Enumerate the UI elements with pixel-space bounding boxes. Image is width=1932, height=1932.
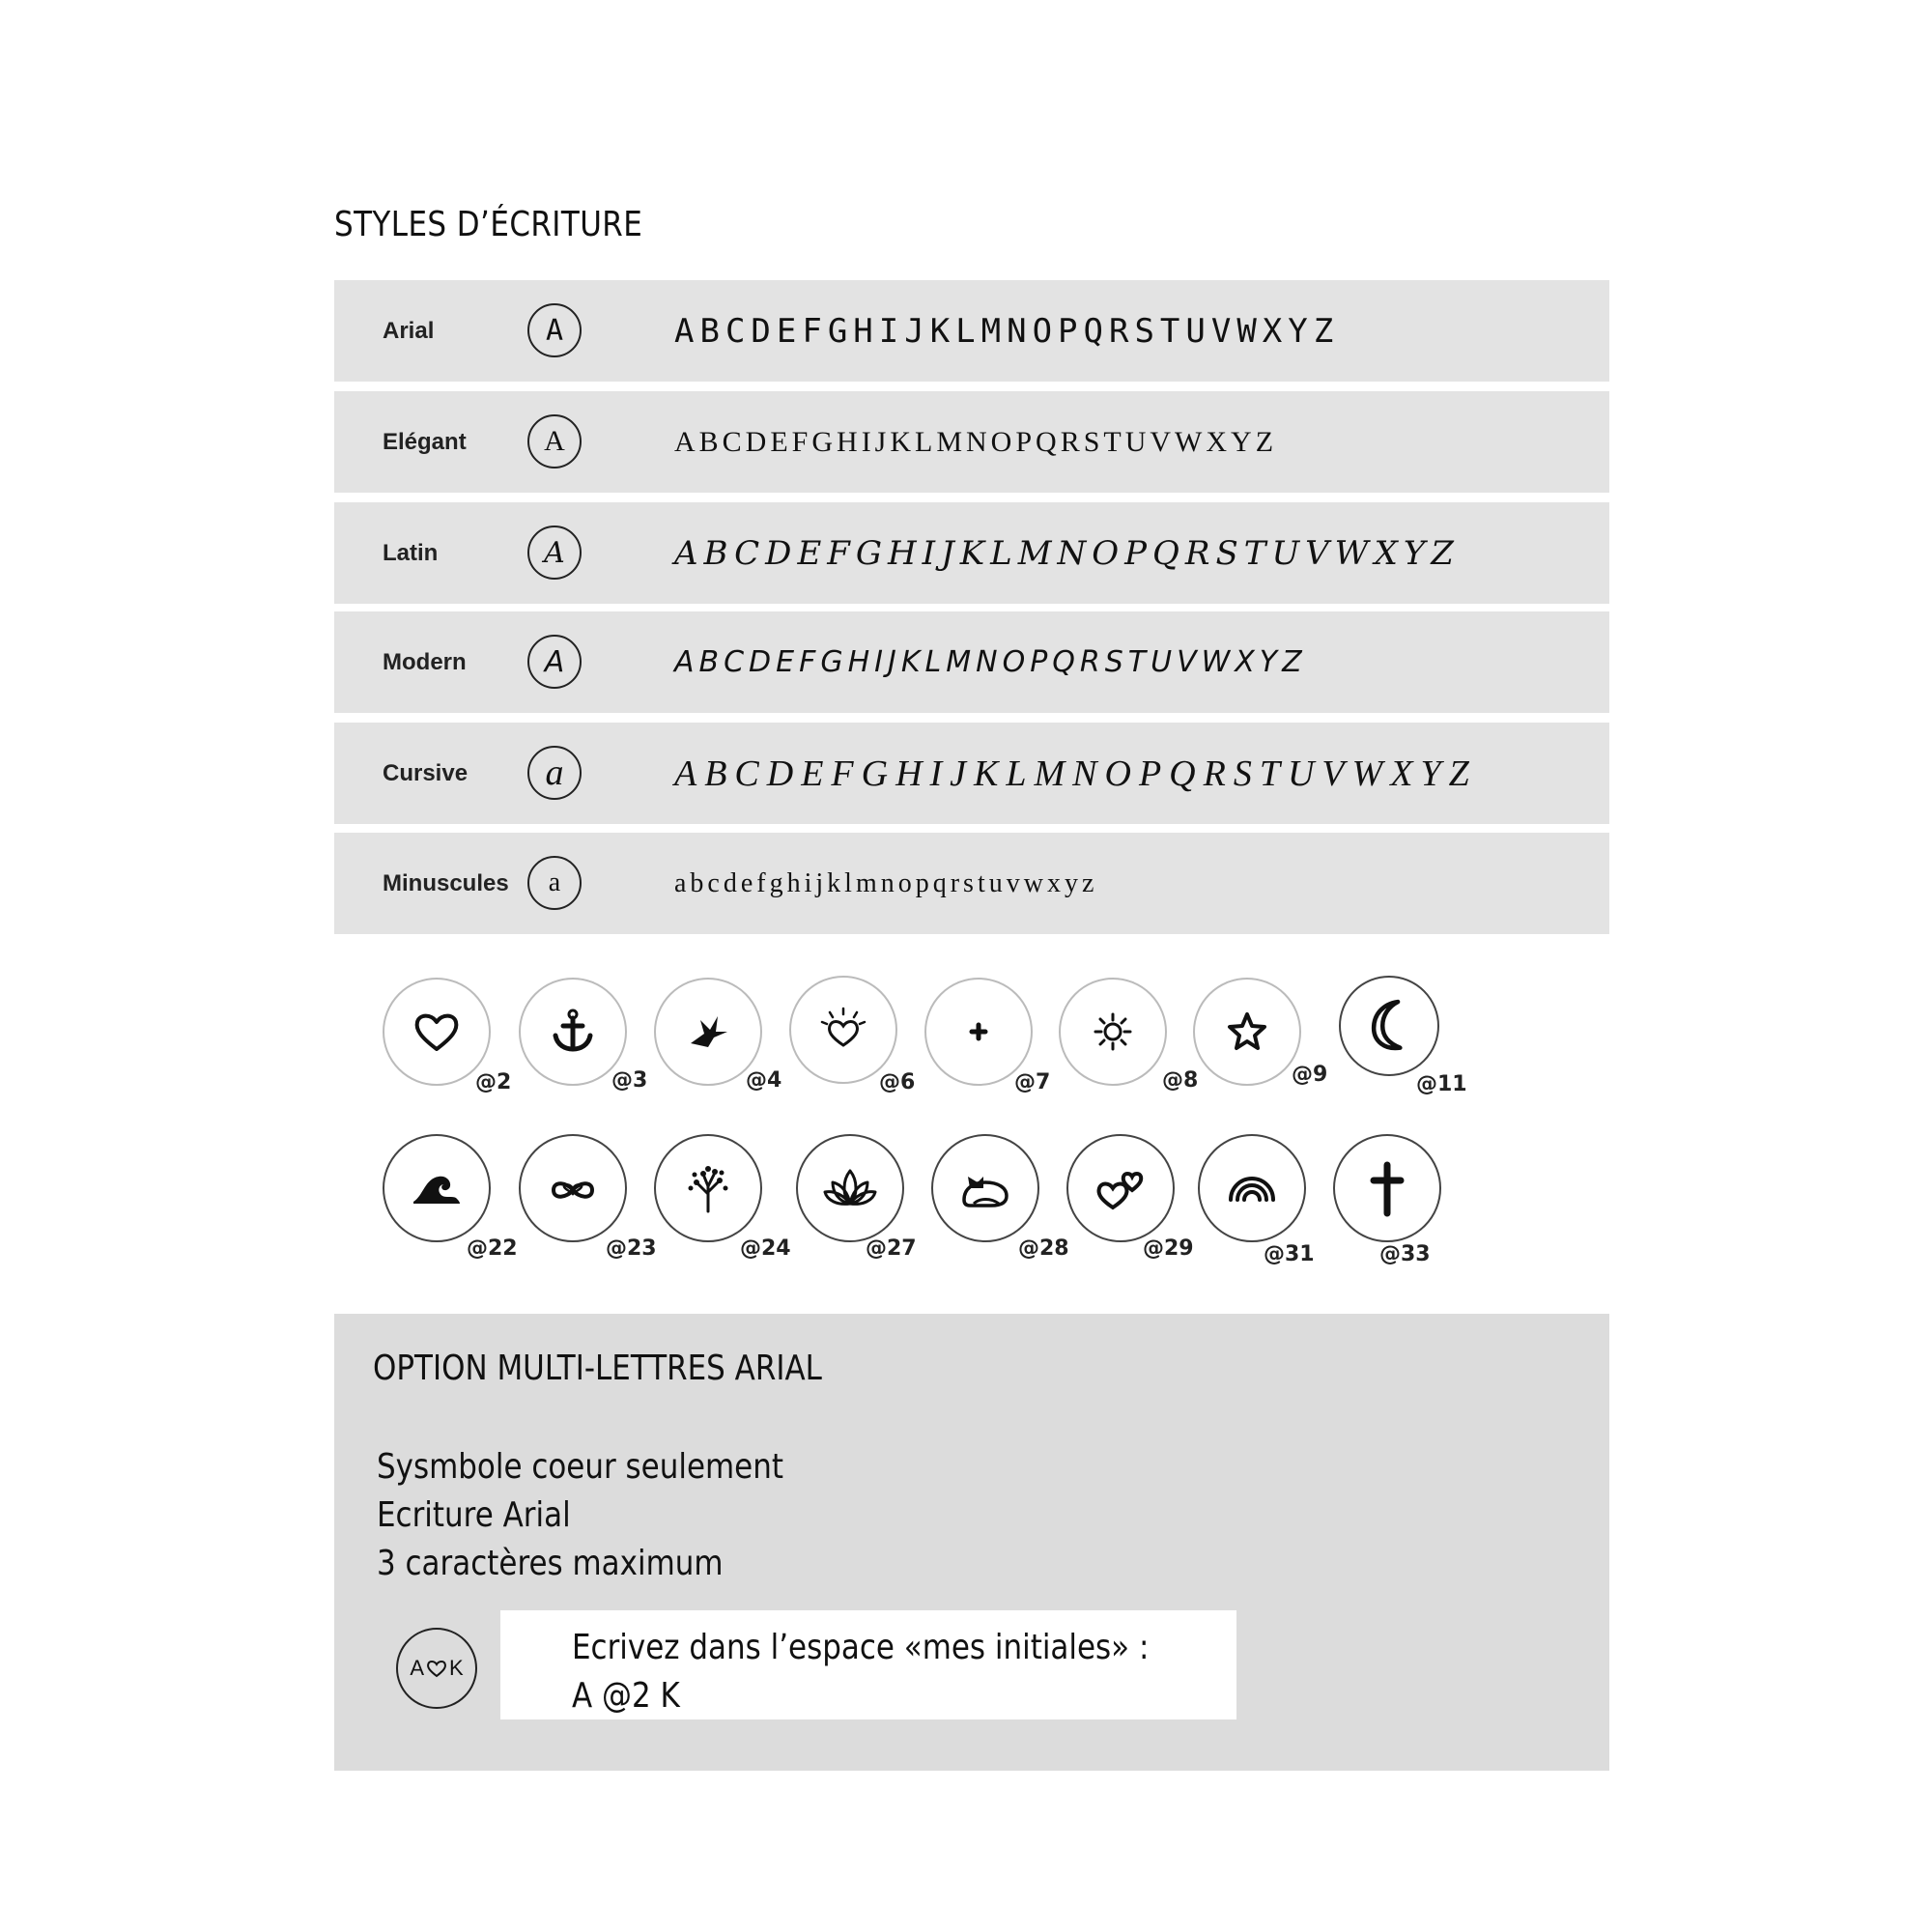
style-sample-badge: a bbox=[527, 856, 582, 910]
monogram-right-letter: K bbox=[449, 1656, 464, 1680]
infinity-heart-symbol bbox=[519, 1134, 627, 1242]
monogram-example-badge bbox=[396, 1628, 477, 1709]
instruction-text bbox=[572, 1624, 1149, 1720]
symbol-code: @33 bbox=[1379, 1242, 1431, 1266]
symbol-code: @2 bbox=[475, 1070, 512, 1094]
rainbow-symbol bbox=[1198, 1134, 1306, 1242]
style-row-minuscules bbox=[334, 833, 1609, 934]
style-name: Arial bbox=[383, 317, 435, 344]
style-name: Elégant bbox=[383, 428, 467, 455]
tree-icon bbox=[679, 1159, 737, 1217]
panel-rules bbox=[377, 1443, 783, 1588]
symbol-code: @7 bbox=[1014, 1070, 1051, 1094]
style-alphabet: ABCDEFGHIJKLMNOPQRSTUVWXYZ bbox=[674, 311, 1340, 351]
sun-icon bbox=[1084, 1003, 1142, 1061]
style-row-modern bbox=[334, 611, 1609, 713]
lotus-symbol bbox=[796, 1134, 904, 1242]
style-row-elegant bbox=[334, 391, 1609, 493]
section-title: STYLES D’ÉCRITURE bbox=[334, 205, 643, 244]
style-sample-badge: A bbox=[527, 526, 582, 580]
style-sample-badge: A bbox=[527, 414, 582, 469]
symbol-code: @24 bbox=[740, 1236, 791, 1261]
two-hearts-symbol bbox=[1066, 1134, 1175, 1242]
symbol-code: @29 bbox=[1143, 1236, 1194, 1261]
style-name: Cursive bbox=[383, 759, 469, 786]
style-row-cursive bbox=[334, 723, 1609, 824]
style-sample-badge: A bbox=[527, 303, 582, 357]
monogram-left-letter: A bbox=[410, 1656, 424, 1680]
style-alphabet: ABCDEFGHIJKLMNOPQRSTUVWXYZ bbox=[674, 425, 1278, 458]
lotus-icon bbox=[821, 1159, 879, 1217]
symbol-code: @4 bbox=[746, 1068, 782, 1093]
heart-icon bbox=[425, 1657, 448, 1680]
rule-line: Sysmbole coeur seulement bbox=[377, 1447, 783, 1487]
instruction-line: Ecrivez dans l’espace «mes initiales» : bbox=[572, 1628, 1150, 1667]
style-alphabet: abcdefghijklmnopqrstuvwxyz bbox=[674, 867, 1098, 898]
symbol-code: @6 bbox=[879, 1070, 916, 1094]
symbol-code: @11 bbox=[1416, 1072, 1467, 1096]
style-alphabet: ABCDEFGHIJKLMNOPQRSTUVWXYZ bbox=[674, 753, 1477, 794]
symbol-code: @8 bbox=[1162, 1068, 1199, 1093]
heart-icon bbox=[408, 1003, 466, 1061]
small-cross-icon bbox=[950, 1003, 1008, 1061]
cross-icon bbox=[1358, 1159, 1416, 1217]
radiant-heart-symbol bbox=[789, 976, 897, 1084]
multi-letter-panel bbox=[334, 1314, 1609, 1771]
rule-line: Ecriture Arial bbox=[377, 1495, 571, 1535]
star-symbol bbox=[1193, 978, 1301, 1086]
style-name: Minuscules bbox=[383, 869, 509, 896]
hummingbird-icon bbox=[679, 1003, 737, 1061]
tree-symbol bbox=[654, 1134, 762, 1242]
fox-symbol bbox=[931, 1134, 1039, 1242]
two-hearts-icon bbox=[1092, 1159, 1150, 1217]
cross-symbol bbox=[1333, 1134, 1441, 1242]
moon-symbol bbox=[1339, 976, 1439, 1076]
symbol-code: @3 bbox=[611, 1068, 648, 1093]
rainbow-icon bbox=[1223, 1159, 1281, 1217]
sun-symbol bbox=[1059, 978, 1167, 1086]
star-icon bbox=[1218, 1003, 1276, 1061]
style-sample-badge: a bbox=[527, 746, 582, 800]
instruction-box bbox=[500, 1610, 1236, 1719]
style-alphabet: ABCDEFGHIJKLMNOPQRSTUVWXYZ bbox=[674, 645, 1307, 679]
style-sample-badge: A bbox=[527, 635, 582, 689]
example-input: A @2 K bbox=[572, 1676, 680, 1716]
moon-icon bbox=[1356, 993, 1422, 1059]
fox-icon bbox=[956, 1159, 1014, 1217]
symbol-code: @22 bbox=[467, 1236, 518, 1261]
style-name: Latin bbox=[383, 539, 439, 566]
style-row-arial bbox=[334, 280, 1609, 382]
infinity-heart-icon bbox=[544, 1159, 602, 1217]
symbol-code: @9 bbox=[1292, 1063, 1328, 1087]
rule-line: 3 caractères maximum bbox=[377, 1544, 724, 1583]
radiant-heart-icon bbox=[814, 1001, 872, 1059]
wave-symbol bbox=[383, 1134, 491, 1242]
panel-title: OPTION MULTI-LETTRES ARIAL bbox=[373, 1349, 822, 1388]
wave-icon bbox=[408, 1159, 466, 1217]
symbol-code: @23 bbox=[606, 1236, 657, 1261]
style-name: Modern bbox=[383, 648, 467, 675]
style-alphabet: ABCDEFGHIJKLMNOPQRSTUVWXYZ bbox=[674, 533, 1460, 573]
symbol-code: @31 bbox=[1264, 1242, 1315, 1266]
symbol-code: @27 bbox=[866, 1236, 917, 1261]
anchor-icon bbox=[544, 1003, 602, 1061]
symbol-code: @28 bbox=[1018, 1236, 1069, 1261]
style-row-latin bbox=[334, 502, 1609, 604]
